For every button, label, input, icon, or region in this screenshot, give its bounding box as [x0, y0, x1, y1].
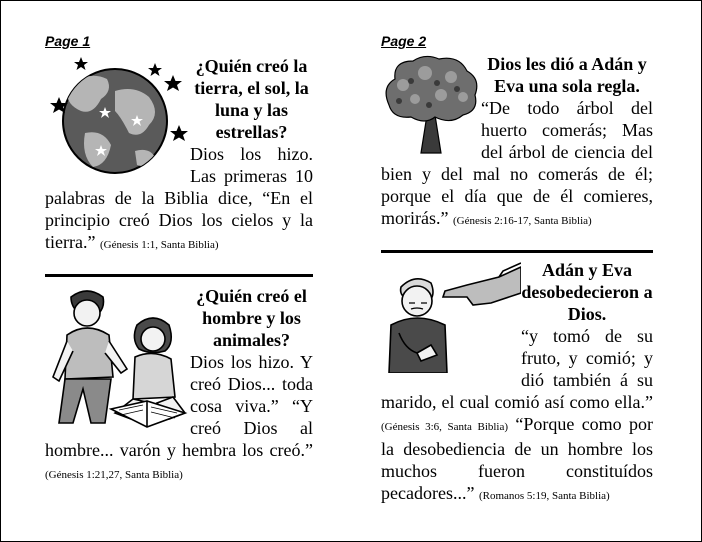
scripture-reference: (Génesis 1:1, Santa Biblia) — [99, 239, 219, 251]
section-title: ¿Quién creó el hombre y los animales? — [196, 286, 307, 350]
tree-icon — [381, 53, 481, 157]
pointing-finger-boy-icon — [381, 259, 521, 373]
section-title: Adán y Eva desobedecieron a Dios. — [521, 260, 653, 324]
page-label: Page 2 — [381, 33, 427, 49]
body-text: Dios los hizo. Las primeras 10 palabras de la Biblia dice, “En el principio creó Dios los cielos y la tierra.” — [45, 144, 313, 252]
earth-stars-icon — [45, 55, 190, 179]
children-reading-icon — [45, 285, 190, 435]
body-text: “De todo árbol del huerto comerás; Mas del árbol de ciencia del bien y del mal no comerás de él; porque el día que de él comieres, morirás.” — [381, 98, 653, 228]
scripture-reference: (Génesis 2:16-17, Santa Biblia) — [452, 215, 592, 227]
section-creation-of-man — [45, 285, 313, 486]
section-creation-of-earth — [45, 55, 313, 256]
page-label: Page 1 — [45, 33, 91, 49]
section-title: Dios les dió a Adán y Eva una sola regla. — [487, 54, 647, 96]
body-text: “y tomó de su fruto, y comió; y dió también á su marido, el cual comió así como ella.” — [381, 326, 653, 412]
section-title: ¿Quién creó la tierra, el sol, la luna y las estrellas? — [194, 56, 309, 142]
section-divider — [45, 274, 313, 277]
section-one-rule — [381, 53, 653, 232]
section-divider — [381, 250, 653, 253]
scripture-reference-2: (Romanos 5:19, Santa Biblia) — [478, 490, 610, 502]
scripture-reference: (Génesis 1:21,27, Santa Biblia) — [45, 469, 183, 481]
body-text-2: “Porque como por la desobediencia de un hombre los muchos fueron constituídos pecadores...” — [381, 414, 654, 503]
section-disobedience — [381, 259, 653, 507]
body-text: Dios los hizo. Y creó Dios... toda cosa viva.” “Y creó Dios al hombre... varón y hembra los creó.” — [45, 352, 313, 460]
scripture-reference: (Génesis 3:6, Santa Biblia) — [381, 421, 509, 433]
